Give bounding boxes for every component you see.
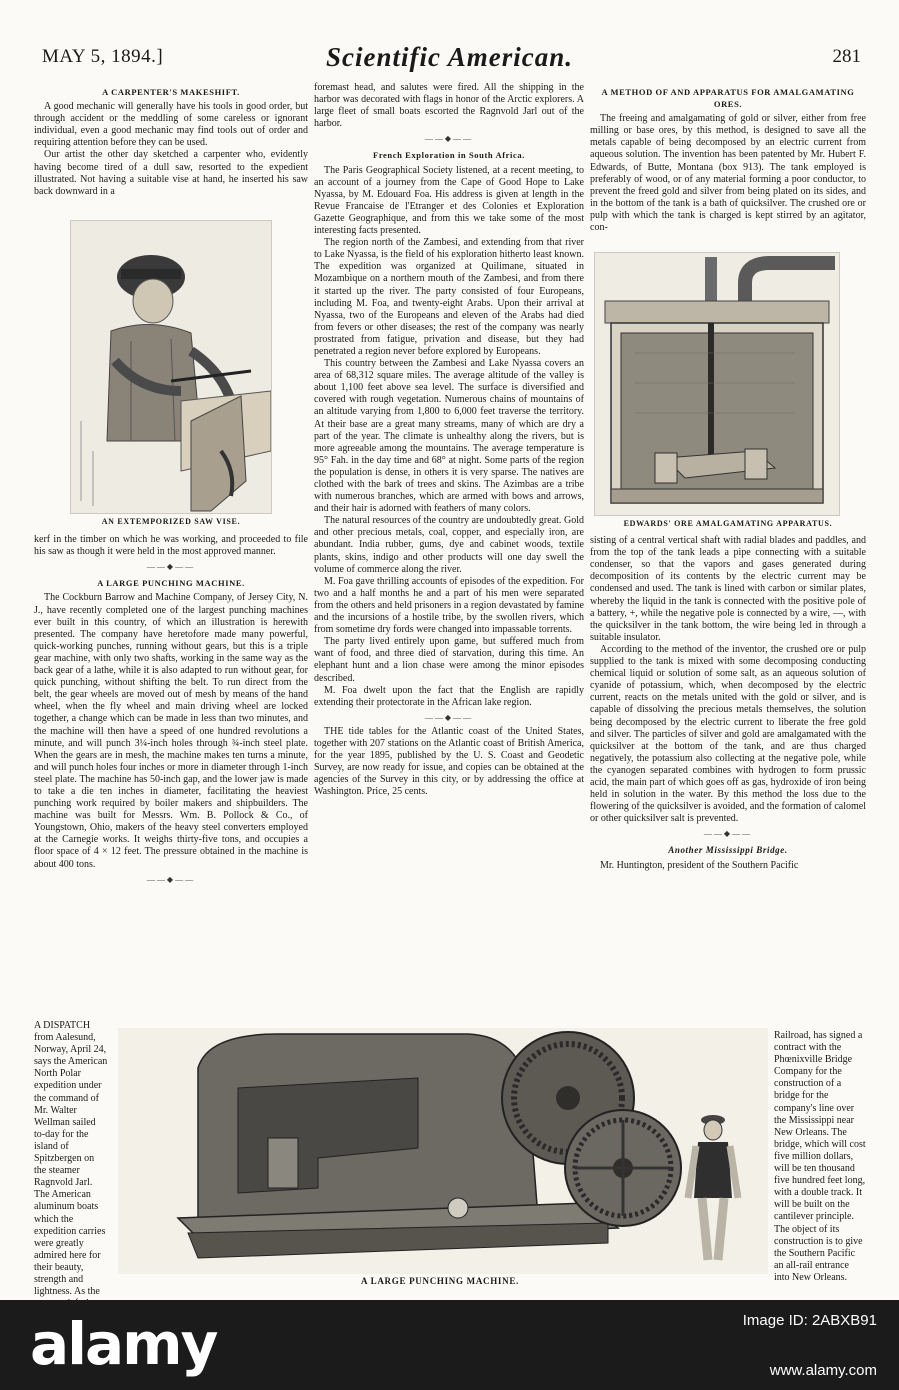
image-id-label: Image ID: 2ABXB91	[742, 1312, 877, 1329]
page-number: 281	[832, 46, 861, 67]
dispatch-paragraph	[34, 1020, 108, 1300]
amalgamating-apparatus-illustration	[594, 252, 840, 516]
article-paragraph: The region north of the Zambesi, and extending from that river to Lake Nyassa, is the field of his exploration hitherto least known. The expedition was organized at Quilimane, situated in Mozambique on a northern mouth of the Zambesi, and from there it started up the river. The party consisted of four Europeans, including M. Foa, and twenty-eight Arabs. Upon their arrival at Nyassa, two of the Europeans and eleven of the Arabs had died from fevers or other diseases; the rest of the company was nearly prostrated from fatigue, privation and disease, but they had penetrated a region never before explored by Europeans.	[314, 237, 584, 357]
section-separator: ——◆——	[146, 562, 196, 572]
article-paragraph: The party lived entirely upon game, but suffered much from want of food, and three died of starvation, during this time. An elephant hunt and a lion chase were among the minor episodes described.	[314, 636, 584, 684]
article-paragraph: Railroad, has signed a contract with the Phœnixville Bridge Company for the construction of a bridge for the company's line over the Mississippi near New Orleans. The bridge, which will cost five million dollars, will be ten thousand five hundred feet long, with a double track. It will be built on the cantilever principle. The object of its construction is to give the Southern Pacific an all-rail entrance into New Orleans.	[774, 1030, 866, 1283]
column-2	[314, 82, 584, 798]
article-paragraph: A DISPATCH from Aalesund, Norway, April 24, says the American North Polar expedition under the command of Mr. Walter Wellman sailed to-day for the island of Spitzbergen on the steamer Ragnvold Jarl. The American aluminum boats which the expedition carries were greatly admired here for their beauty, strength and lightness. As the	[34, 1020, 108, 1298]
punching-machine-illustration	[118, 1028, 768, 1274]
article-heading-mississippi-bridge: Another Mississippi Bridge.	[668, 845, 788, 856]
article-paragraph: The natural resources of the country are undoubtedly great. Gold and other precious metals, coal, copper, and especially iron, are abundant. India rubber, gums, dye and cabinet woods, textile plants, skins, indigo and other products will one day swell the volume of commerce along the river.	[314, 515, 584, 575]
carpenter-engraving	[71, 221, 271, 513]
column-3-continued	[590, 518, 866, 872]
alamy-logo: alamy	[30, 1310, 217, 1378]
article-paragraph: The freeing and amalgamating of gold or silver, either from free milling or base ores, by this method, is designed to save all the metals capable of being decomposed by an electric current from aqueous solution. The invention has been patented by Mr. Hubert F. Edwards, of Butte, Montana (box 913). The tank employed is preferably of wood, or of any material forming a poor conductor, to prevent the freed gold and silver from being plated on its sides, and in the bottom of the tank is a bath of quicksilver. The crushed ore or pulp with which the tank is charged is kept stirred by an agitator, con-	[590, 113, 866, 234]
issue-date: MAY 5, 1894.]	[42, 46, 164, 67]
article-paragraph: Our artist the other day sketched a carpenter who, evidently having become tired of a dull saw, resorted to the expedient illustrated. Not having a suitable vise at hand, he inserted his saw back downward in a	[34, 149, 308, 197]
punching-machine-caption: A LARGE PUNCHING MACHINE.	[360, 1276, 519, 1286]
column-1	[34, 82, 308, 198]
website-url: www.alamy.com	[769, 1362, 877, 1379]
article-heading-punching-machine: A LARGE PUNCHING MACHINE.	[97, 578, 245, 589]
article-paragraph: foremast head, and salutes were fired. All the shipping in the harbor was decorated with flags in honor of the Arctic explorers. A large fleet of small boats escorted the Ragnvold Jarl out of the harbor.	[314, 82, 584, 130]
apparatus-caption: EDWARDS' ORE AMALGAMATING APPARATUS.	[623, 519, 833, 528]
article-paragraph: sisting of a central vertical shaft with radial blades and paddles, and from the top of the tank leads a pipe connecting with a suitable condenser, so that the vapors and gases generated during decomposition of its contents by the electric current may be condensed and used. The tank is lined with carbon or similar plates, whereby the liquid in the tank is connected with the positive pole of a battery, +, while the negative pole is connected by a wire, —, with the quicksilver in the tank bottom, the wire being led in through a suitable insulator.	[590, 535, 866, 643]
punching-machine-engraving	[118, 1028, 768, 1274]
article-paragraph: According to the method of the inventor, the crushed ore or pulp supplied to the tank is mixed with some decomposing conducting chemical liquid or solution of some salt, as an aqueous solution of cyanide of potassium, which, when decomposed by the electric current, reacts on the metals united with the gold or silver, and is capable of dissolving the precious metals themselves, the solution being decomposed by the electric current to liberate the free gold and silver. The particles of silver and gold are amalgamated with the quicksilver at the bottom of the tank, and are thus charged negatively, the potassium also collecting at the negative pole, while the cyanogen separated combines with hydrogen to form prussic acid, the main part of which goes off as gas, hydroxide of iron being held in solution in the water. By this method the loss due to the flowering of the quicksilver is avoided, and the formation of calomel or other quicksilver salt is prevented.	[590, 643, 866, 825]
article-heading-french-exploration: French Exploration in South Africa.	[373, 150, 525, 161]
bridge-paragraph	[774, 1030, 866, 1284]
page-header	[34, 42, 865, 74]
article-paragraph: Mr. Huntington, president of the Southern Pacific	[600, 859, 799, 871]
section-separator: ——◆——	[703, 829, 753, 839]
section-separator: ——◆——	[424, 134, 474, 144]
column-1-continued	[34, 516, 308, 888]
article-paragraph: The Paris Geographical Society listened, at a recent meeting, to an account of a journey from the Cape of Good Hope to Lake Nyassa, by M. Edouard Foa. His address is given at length in the Revue Francaise de l'Etranger et des Colonies et Exploration Gazette Geographique, and from this we take some of the most interesting facts presented.	[314, 164, 584, 237]
article-paragraph: THE tide tables for the Atlantic coast of the United States, together with 207 stations on the Atlantic coast of British America, for the year 1895, published by the U. S. Coast and Geodetic Survey, are now ready for issue, and copies can be obtained at the agencies of the Survey in this city, or by addressing the office at Washington. Price, 25 cents.	[314, 725, 584, 798]
saw-vise-caption: AN EXTEMPORIZED SAW VISE.	[101, 517, 241, 526]
section-separator: ——◆——	[146, 874, 196, 884]
masthead-title: Scientific American.	[326, 42, 573, 72]
article-paragraph: A good mechanic will generally have his tools in good order, but through accident or the meddling of some careless or ignorant individual, even a good mechanic may find tools out of order and requiring attention before they can be used.	[34, 101, 308, 149]
article-paragraph: kerf in the timber on which he was working, and proceeded to file his saw as though it were held in the most approved manner.	[34, 534, 308, 558]
stock-watermark-banner	[0, 1300, 899, 1390]
article-heading-carpenter: A CARPENTER'S MAKESHIFT.	[102, 87, 240, 97]
article-paragraph: This country between the Zambesi and Lake Nyassa covers an area of 68,312 square miles. The average altitude of the valley is about 1,100 feet above sea level. The surface is diversified and covered with rough vegetation. Numerous chains of mountains of an altitude varying from 1,800 to 6,000 feet traverse the territory. At their base are a great many streams, many of which are dry a part of the year. The climate is unhealthy along the rivers, but is more agreeable among the mountains. The average temperature is 95° Fah. in the day time and 68° at night. Some parts of the region the population is dense, in others it is very sparse. The natives are clothed with the bark of trees and skins. The Azimbas are a tribe with numerous branches, which are armed with bows and arrows, and their hair is adorned with feathers of many colors.	[314, 358, 584, 515]
article-paragraph: M. Foa gave thrilling accounts of episodes of the expedition. For two and a half months he and a part of his men were separated from the others and held prisoners in a region devastated by famine and the incursions of a hostile tribe, by the swollen rivers, which from sometime dry fords were changed into impassable torrents.	[314, 575, 584, 636]
column-3	[590, 82, 866, 234]
article-paragraph: The Cockburn Barrow and Machine Company, of Jersey City, N. J., have recently completed one of the largest punching machines ever built in this country, of which an illustration is herewith presented. The company have heretofore made many powerful, quick-working punches, running without gears, but this is a triple gear machine, with only two shafts, working in the same way as the back gear of a lathe, while it is also adapted to run without gear, for quick punching, without shifting the belt. To run direct from the belt, the gear wheels are moved out of mesh by means of the hand wheel, when the fly wheel and main driving wheel are locked together, a change which can be made in less than two minutes, and the machine will then have a speed of one hundred revolutions a minute, and will punch 3¼-inch holes through ¾-inch steel plate. When the gears are in mesh, the machine makes ten turns a minute, and will punch holes four inches or more in diameter through 1-inch steel plate. The machine has 50-inch gap, and the lower jaw is made to take a die ten inches in diameter, facilitating the heaviest punching work required by boiler makers and shipbuilders. The machine was built for Messrs. Wm. B. Pollock & Co., of Youngstown, Ohio, makers of the heavy steel converters employed at the Carnegie works. It weighs thirty-five tons, and occupies a floor space of 4 × 12 feet. The pressure obtained in the machine is about 400 tons.	[34, 592, 308, 870]
article-heading-amalgamating: A METHOD OF AND APPARATUS FOR AMALGAMATING ORES.	[601, 87, 855, 110]
ore-tank-engraving	[595, 253, 839, 515]
saw-vise-illustration	[70, 220, 272, 514]
article-paragraph: M. Foa dwelt upon the fact that the English are rapidly extending their protectorate in the African lake region.	[314, 684, 584, 708]
section-separator: ——◆——	[424, 712, 474, 722]
